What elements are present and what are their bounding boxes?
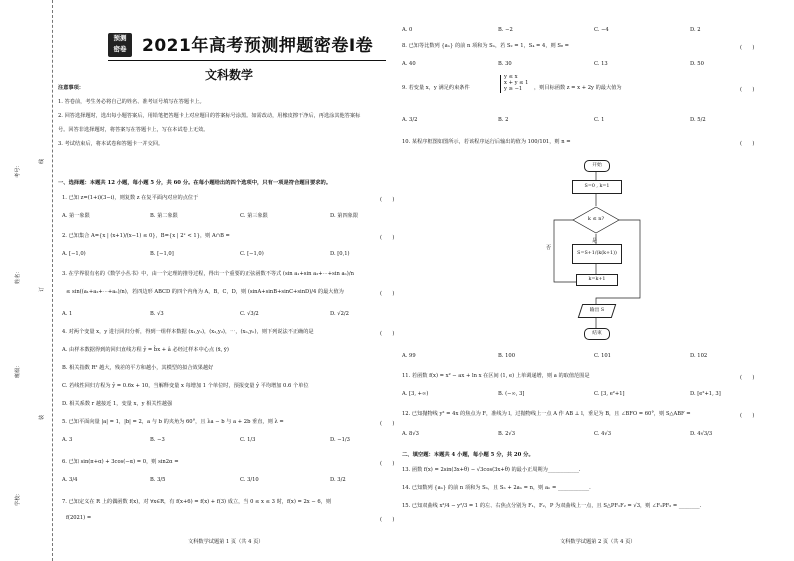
answer-paren: ( ) — [380, 291, 395, 297]
answer-paren: ( ) — [740, 87, 755, 93]
option: B. (−∞, 3] — [498, 391, 525, 397]
answer-paren: ( ) — [380, 331, 395, 337]
answer-paren: ( ) — [740, 45, 755, 51]
option: C. [3, e²+1] — [594, 391, 625, 397]
flow-end: 结束 — [584, 328, 610, 340]
option: D. −1/3 — [330, 437, 350, 443]
flow-increment: k=k+1 — [576, 274, 618, 286]
ding-mark: 订 — [39, 286, 45, 292]
question-stem-cont: ≤ sin((a₁+a₂+⋯+aₙ)/n)，若四边形 ABCD 的四个内角为 A，B，C，D，则 (sinA+sinB+sinC+sinD)/4 的最大值为 — [66, 289, 344, 295]
flow-yes-label: 是 — [592, 238, 598, 244]
option: C. 4√3 — [594, 431, 611, 437]
option: D. 5/2 — [690, 117, 706, 123]
option: D. [0,1) — [330, 251, 350, 257]
question-stem: 2. 已知集合 A={x | (x+1)/(x−1) ≤ 0}，B={x | 2ˣ < 1}，则 A∩B = — [62, 233, 230, 239]
zhuang-mark: 装 — [39, 414, 45, 420]
question-stem: 12. 已知抛物线 y² = 4x 的焦点为 F，准线为 l，过抛物线上一点 A 作 AB ⊥ l，垂足为 B，且 ∠BFO = 60°，则 S△ABF = — [402, 411, 691, 417]
constraint: x + y ≤ 1 — [504, 79, 529, 86]
footer-left: 文科数学试题第 1 页（共 4 页） — [188, 539, 264, 545]
option: B. 2√3 — [498, 431, 516, 437]
option: C. 1/3 — [240, 437, 256, 443]
page-title: 2021年高考预测押题密卷I卷 — [142, 36, 374, 56]
option: A. 8√3 — [402, 431, 419, 437]
footer-right: 文科数学试题第 2 页（共 4 页） — [560, 539, 636, 545]
answer-paren: ( ) — [380, 461, 395, 467]
title-rule — [108, 60, 386, 61]
section-heading: 二、填空题：本题共 4 小题，每小题 5 分，共 20 分。 — [402, 452, 534, 458]
flow-cond-text: k ≤ n? — [587, 216, 605, 222]
option: A. 99 — [402, 353, 416, 359]
notice-item: 1. 答卷前，考生务必将自己的姓名、准考证号填写在答题卡上。 — [58, 99, 205, 105]
flow-update: S=S+1/(k(k+1)) — [572, 244, 622, 264]
option: C. 13 — [594, 61, 608, 67]
option-line: C. 若线性回归方程为 ŷ = 0.6x + 10，当解释变量 x 每增加 1 个单位时，预报变量 ŷ 平均增加 0.6 个单位 — [62, 383, 309, 389]
option: C. [−1,0) — [240, 251, 264, 257]
question-stem: 11. 若函数 f(x) = x² − ax + ln x 在区间 (1, e) 上单调递增，则 a 的取值范围是 — [402, 373, 590, 379]
fill-question: 13. 函数 f(x) = 2sin(3x+θ) − √3cos(3x+θ) 的最小正周期为____________. — [402, 467, 581, 473]
xingming-label: 姓名： — [15, 268, 21, 284]
banji-label: 班级： — [15, 362, 21, 378]
constraint: y ≤ x — [504, 74, 518, 80]
notice-item: 号。回答非选择题时，将答案写在答题卡上，写在本试卷上无效。 — [58, 127, 209, 133]
flow-output-text: 输出 S — [589, 308, 605, 313]
page-subtitle: 文科数学 — [205, 68, 254, 82]
flow-output — [578, 304, 617, 318]
question-stem: 9. 若变量 x，y 满足约束条件 — [402, 85, 470, 91]
option: B. 100 — [498, 353, 516, 359]
answer-paren: ( ) — [740, 375, 755, 381]
binding-strip — [0, 0, 53, 561]
option: C. 3/10 — [240, 477, 259, 483]
brand-logo — [108, 33, 132, 57]
option: B. [−1,0] — [150, 251, 174, 257]
option: A. [3, +∞) — [402, 391, 429, 397]
answer-paren: ( ) — [380, 197, 395, 203]
logo-line1: 预测 — [113, 34, 127, 42]
option: D. √2/2 — [330, 311, 349, 317]
option: B. −2 — [498, 27, 513, 33]
question-stem: 4. 对两个变量 x，y 进行回归分析，得到一组样本数据 (x₁,y₁)，(x₂,y₂)，⋯，(xₙ,yₙ)，则下列说法不正确的是 — [62, 329, 314, 335]
option: D. 第四象限 — [330, 213, 359, 219]
question-stem: 3. 在学界很有名的《数学小丛书》中，由一个定理的推导过程，得出一个重要的正弦函数不等式 (sin a₁+sin a₂+⋯+sin aₙ)/n — [62, 271, 354, 277]
option: A. 3/4 — [62, 477, 78, 483]
option: D. 2 — [690, 27, 701, 33]
option: D. [e²+1, 3] — [690, 391, 721, 397]
option: C. 第三象限 — [240, 213, 268, 219]
option-line: A. 由样本数据得到的回归直线方程 ŷ = b̂x + â 必经过样本中心点 (x̄, ȳ) — [62, 347, 229, 353]
option: A. 3 — [62, 437, 73, 443]
constraint-system — [500, 75, 528, 93]
fill-question: 14. 已知数列 {aₙ} 的前 n 项和为 Sₙ，且 Sₙ + 2aₙ = n，则 aₙ = ____________. — [402, 485, 591, 491]
option: C. 1 — [594, 117, 605, 123]
option: A. [−1,0) — [62, 251, 86, 257]
option: B. 2 — [498, 117, 509, 123]
question-stem: 7. 已知定义在 R 上的偶函数 f(x)，对 ∀x∈R，有 f(x+6) = f(x) + f(3) 成立，当 0 ≤ x ≤ 3 时，f(x) = 2x − 6，则 — [62, 499, 332, 505]
option-line: B. 相关指数 R² 越大，残差的平方和越小，其模型的拟合效果越好 — [62, 365, 214, 371]
notice-title: 注意事项： — [58, 85, 84, 91]
xian-mark: 线 — [39, 158, 45, 164]
option: A. 3/2 — [402, 117, 418, 123]
answer-paren: ( ) — [740, 141, 755, 147]
fill-question: 15. 已知双曲线 x²/4 − y²/3 = 1 的左、右焦点分别为 F₁，F₂，P 为双曲线上一点，且 S△PF₁F₂ = √3，则 ∠F₁PF₂ = ________. — [402, 503, 702, 509]
option: A. 第一象限 — [62, 213, 90, 219]
option: A. 1 — [62, 311, 73, 317]
option: D. 102 — [690, 353, 708, 359]
option: A. 40 — [402, 61, 416, 67]
notice-item: 3. 考试结束后，将本试卷和答题卡一并交回。 — [58, 141, 164, 147]
question-stem: 8. 已知等比数列 {aₙ} 的前 n 项和为 Sₙ，若 S₂ = 1，S₄ = 4，则 S₈ = — [402, 43, 570, 49]
option: D. 4√3/3 — [690, 431, 713, 437]
section-heading: 一、选择题：本题共 12 小题，每小题 5 分，共 60 分。在每小题给出的四个选项中，只有一项是符合题目要求的。 — [58, 180, 332, 186]
option: C. √3/2 — [240, 311, 259, 317]
notice-item: 2. 回答选择题时，选出每小题答案后，用铅笔把答题卡上对应题目的答案标号涂黑。如需改动，用橡皮擦干净后，再选涂其他答案标 — [58, 113, 361, 119]
answer-paren: ( ) — [380, 421, 395, 427]
question-stem: 1. 已知 z=(1+i)(3−i)，则复数 z 在复平面内对应的点位于 — [62, 195, 199, 201]
option: A. 0 — [402, 27, 413, 33]
logo-line2: 密卷 — [113, 45, 127, 53]
option: B. 3/5 — [150, 477, 166, 483]
flow-no-label: 否 — [546, 245, 552, 251]
option: D. 50 — [690, 61, 704, 67]
option: C. 101 — [594, 353, 611, 359]
question-stem: 5. 已知平面向量 |a| = 1，|b| = 2，a 与 b 的夹角为 60°，且 λa − b 与 a + 2b 垂直，则 λ = — [62, 419, 284, 425]
question-stem: 6. 已知 sin(π+α) + 3cos(−α) = 0，则 sin2α = — [62, 459, 179, 465]
question-stem: 10. 某程序框图如图所示，若该程序运行后输出的值为 100/101，则 n = — [402, 139, 571, 145]
option: C. −4 — [594, 27, 609, 33]
option-line: D. 相关系数 r 越接近 1，变量 x，y 相关性越强 — [62, 401, 173, 407]
kaohao-label: 考号： — [15, 162, 21, 178]
answer-paren: ( ) — [380, 235, 395, 241]
option: B. 30 — [498, 61, 512, 67]
question-stem-cont: ，则目标函数 z = x + 2y 的最大值为 — [534, 85, 622, 91]
flow-start: 开始 — [584, 160, 610, 172]
answer-paren: ( ) — [740, 413, 755, 419]
xuexiao-label: 学校： — [15, 490, 21, 506]
option: B. √3 — [150, 311, 164, 317]
answer-paren: ( ) — [380, 517, 395, 523]
flow-init: S=0 , k=1 — [572, 180, 622, 194]
option: D. 3/2 — [330, 477, 346, 483]
option: B. 第二象限 — [150, 213, 178, 219]
constraint: y ≥ −1 — [504, 85, 523, 92]
option: B. −3 — [150, 437, 165, 443]
question-stem-cont: f(2021) = — [66, 515, 92, 521]
